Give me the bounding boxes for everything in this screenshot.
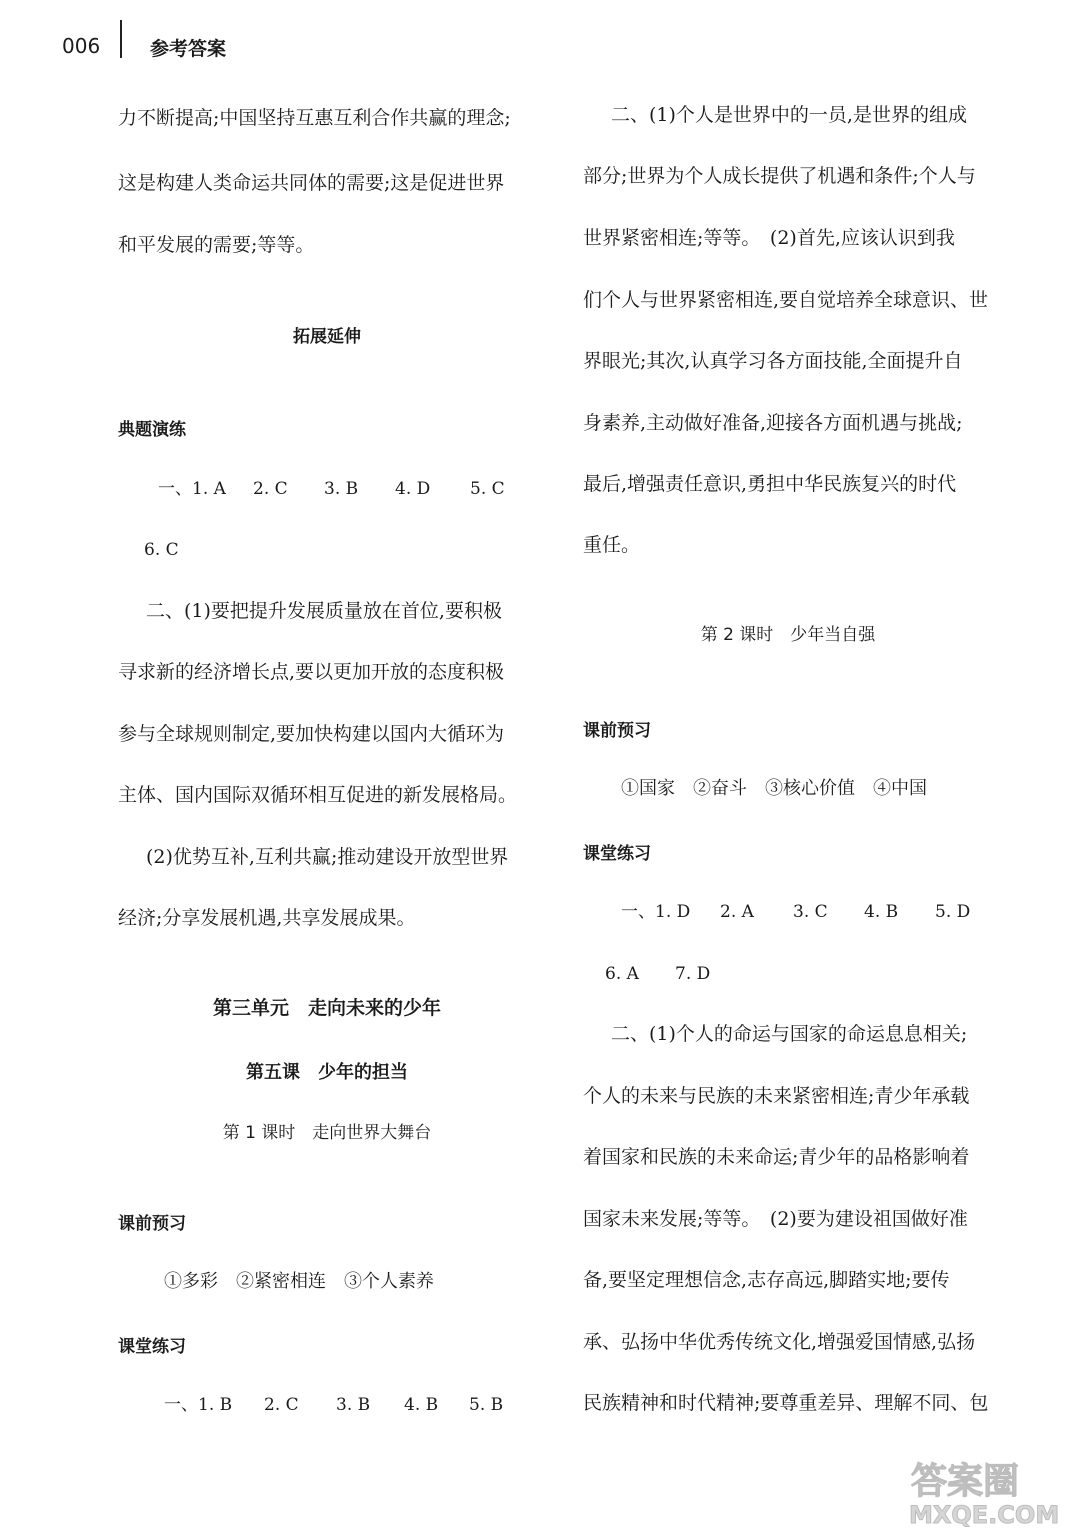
text-line: 参与全球规则制定,要加快构建以国内大循环为: [118, 723, 505, 745]
preview-answers: ①多彩 ②紧密相连 ③个人素养: [164, 1271, 434, 1292]
watermark-text: 答案圈: [911, 1461, 1020, 1502]
text-line: 二、(1)要把提升发展质量放在首位,要积极: [146, 600, 502, 622]
header-title: 参考答案: [150, 38, 227, 60]
text-line: 世界紧密相连;等等。 (2)首先,应该认识到我: [583, 227, 955, 249]
text-line: 主体、国内国际双循环相互促进的新发展格局。: [118, 784, 518, 806]
answer-item: 6. C: [144, 540, 179, 560]
subsection-title-practice: 课堂练习: [583, 844, 651, 864]
text-line: 界眼光;其次,认真学习各方面技能,全面提升自: [583, 350, 963, 372]
text-line: 最后,增强责任意识,勇担中华民族复兴的时代: [583, 473, 957, 495]
text-line: 民族精神和时代精神;要尊重差异、理解不同、包: [583, 1392, 989, 1414]
period-title: 第 2 课时 少年当自强: [700, 625, 876, 645]
answer-item: 5. C: [470, 479, 505, 499]
answer-item: 3. B: [336, 1395, 371, 1415]
answer-item: 5. D: [935, 902, 971, 922]
unit-title: 第三单元 走向未来的少年: [212, 997, 441, 1019]
answer-row: [118, 474, 536, 504]
answer-item: 一、1. A: [158, 479, 226, 499]
text-line: 二、(1)个人的命运与国家的命运息息相关;: [611, 1023, 968, 1045]
text-line: 国家未来发展;等等。 (2)要为建设祖国做好准: [583, 1208, 968, 1230]
section-title-extension: 拓展延伸: [293, 327, 361, 347]
text-line: 们个人与世界紧密相连,要自觉培养全球意识、世: [583, 289, 989, 311]
answer-item: 7. D: [675, 964, 711, 984]
watermark-domain: MXQE.COM: [909, 1501, 1060, 1527]
page-number: 006: [62, 34, 101, 58]
answer-row: [118, 535, 536, 565]
text-line: 寻求新的经济增长点,要以更加开放的态度积极: [118, 661, 505, 683]
lesson-title: 第五课 少年的担当: [246, 1062, 408, 1083]
text-line: 着国家和民族的未来命运;青少年的品格影响着: [583, 1146, 970, 1168]
text-line: 备,要坚定理想信念,志存高远,脚踏实地;要传: [583, 1269, 950, 1291]
text-line: 二、(1)个人是世界中的一员,是世界的组成: [611, 104, 967, 126]
subsection-title-preview: 课前预习: [118, 1214, 186, 1234]
answer-row: [583, 959, 993, 989]
text-line: (2)优势互补,互利共赢;推动建设开放型世界: [146, 846, 509, 868]
answer-item: 4. D: [395, 479, 431, 499]
answer-item: 3. B: [324, 479, 359, 499]
answer-item: 4. B: [404, 1395, 439, 1415]
subsection-title-practice: 课堂练习: [118, 1337, 186, 1357]
text-line: 力不断提高;中国坚持互惠互利合作共赢的理念;: [118, 107, 511, 129]
answer-item: 一、1. B: [164, 1395, 233, 1415]
text-line: 重任。: [583, 534, 641, 556]
text-line: 部分;世界为个人成长提供了机遇和条件;个人与: [583, 165, 976, 187]
answer-row: [583, 897, 993, 927]
text-line: 承、弘扬中华优秀传统文化,增强爱国情感,弘扬: [583, 1331, 976, 1353]
answer-row: [118, 1390, 536, 1420]
answer-item: 2. C: [264, 1395, 299, 1415]
watermark-logo: [905, 1455, 1065, 1527]
answer-item: 一、1. D: [621, 902, 691, 922]
text-line: 身素养,主动做好准备,迎接各方面机遇与挑战;: [583, 412, 963, 434]
answer-item: 3. C: [793, 902, 828, 922]
page-header: [0, 0, 1083, 70]
header-divider: [120, 20, 122, 58]
answer-item: 4. B: [864, 902, 899, 922]
answer-item: 6. A: [605, 964, 639, 984]
preview-answers: ①国家 ②奋斗 ③核心价值 ④中国: [621, 778, 927, 799]
subsection-title-drill: 典题演练: [118, 420, 186, 440]
subsection-title-preview: 课前预习: [583, 721, 651, 741]
answer-item: 5. B: [469, 1395, 504, 1415]
text-line: 经济;分享发展机遇,共享发展成果。: [118, 907, 416, 929]
answer-item: 2. A: [720, 902, 754, 922]
text-line: 这是构建人类命运共同体的需要;这是促进世界: [118, 172, 505, 194]
answer-item: 2. C: [253, 479, 288, 499]
period-title: 第 1 课时 走向世界大舞台: [222, 1123, 432, 1143]
text-line: 和平发展的需要;等等。: [118, 234, 315, 256]
text-line: 个人的未来与民族的未来紧密相连;青少年承载: [583, 1085, 970, 1107]
